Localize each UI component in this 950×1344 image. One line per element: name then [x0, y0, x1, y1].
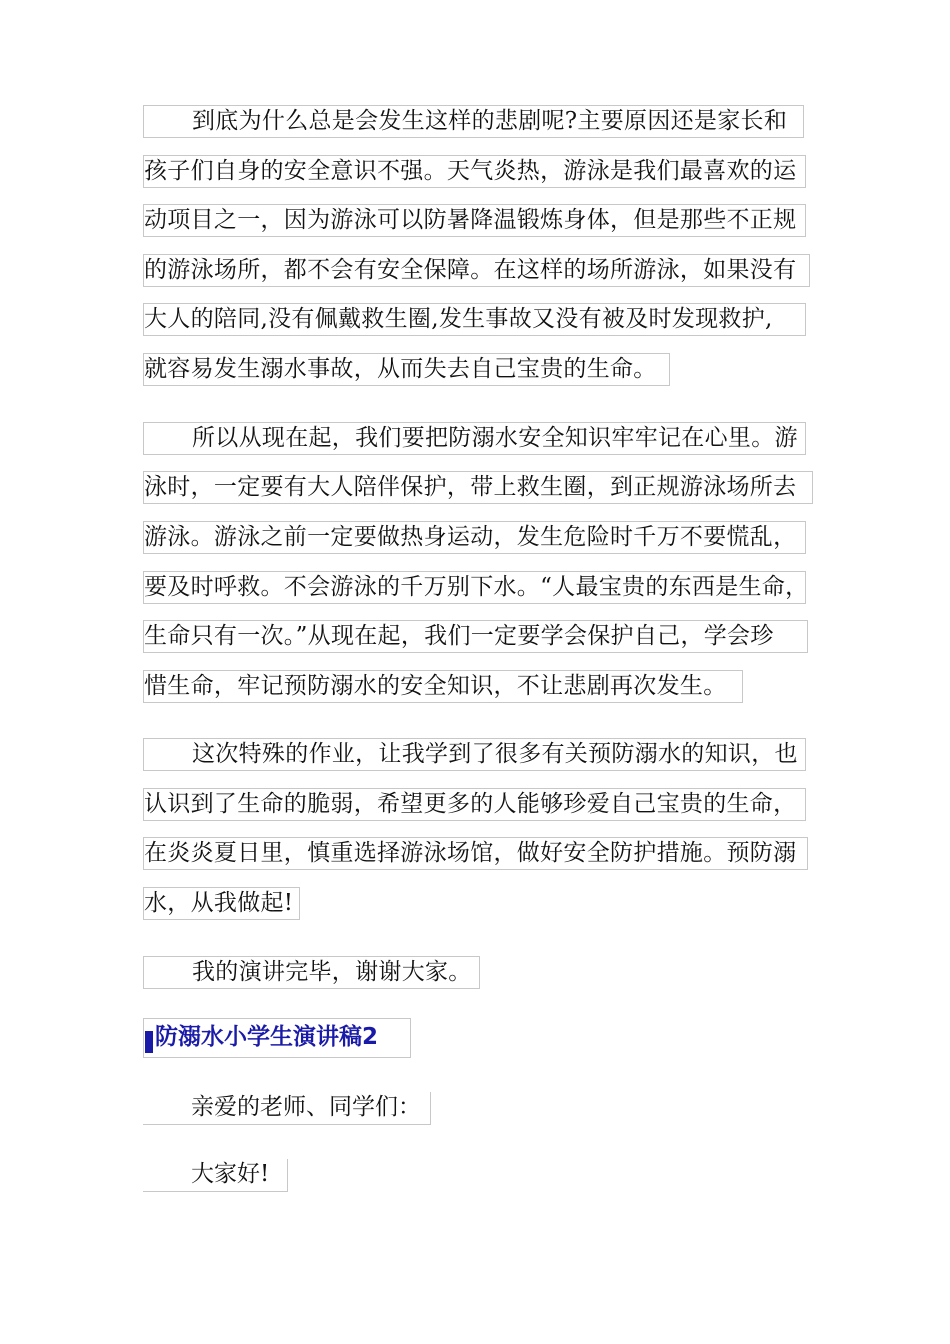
salutation-line: 大家好! [143, 1159, 288, 1192]
section-heading-text: 防溺水小学生演讲稿2 [155, 1024, 379, 1050]
paragraph-2-line-2: 泳时，一定要有大人陪伴保护，带上救生圈，到正规游泳场所去 [143, 471, 813, 504]
heading-marker [145, 1031, 153, 1053]
paragraph-1-line-5: 大人的陪同,没有佩戴救生圈,发生事故又没有被及时发现救护, [143, 303, 806, 336]
paragraph-3-line-3: 在炎炎夏日里，慎重选择游泳场馆，做好安全防护措施。预防溺 [143, 837, 808, 870]
paragraph-2-line-1: 所以从现在起，我们要把防溺水安全知识牢牢记在心里。游 [143, 422, 806, 455]
paragraph-2-line-6: 惜生命，牢记预防溺水的安全知识，不让悲剧再次发生。 [143, 670, 743, 703]
paragraph-3-line-2: 认识到了生命的脆弱，希望更多的人能够珍爱自己宝贵的生命， [143, 788, 806, 821]
closing-line: 我的演讲完毕，谢谢大家。 [143, 956, 480, 989]
paragraph-2-line-3: 游泳。游泳之前一定要做热身运动，发生危险时千万不要慌乱， [143, 521, 806, 554]
greeting-line: 亲爱的老师、同学们： [143, 1092, 431, 1125]
paragraph-2-line-5: 生命只有一次。”从现在起，我们一定要学会保护自己，学会珍 [143, 620, 808, 653]
paragraph-1-line-6: 就容易发生溺水事故，从而失去自己宝贵的生命。 [143, 353, 670, 386]
paragraph-1-line-3: 动项目之一，因为游泳可以防暑降温锻炼身体，但是那些不正规 [143, 204, 806, 237]
paragraph-3-line-4: 水，从我做起! [143, 887, 300, 920]
paragraph-1-line-1: 到底为什么总是会发生这样的悲剧呢?主要原因还是家长和 [143, 105, 804, 138]
paragraph-1-line-2: 孩子们自身的安全意识不强。天气炎热，游泳是我们最喜欢的运 [143, 155, 806, 188]
section-heading [143, 1018, 411, 1058]
paragraph-3-line-1: 这次特殊的作业，让我学到了很多有关预防溺水的知识，也 [143, 738, 806, 771]
paragraph-2-line-4: 要及时呼救。不会游泳的千万别下水。“人最宝贵的东西是生命， [143, 571, 806, 604]
paragraph-1-line-4: 的游泳场所，都不会有安全保障。在这样的场所游泳，如果没有 [143, 254, 810, 287]
